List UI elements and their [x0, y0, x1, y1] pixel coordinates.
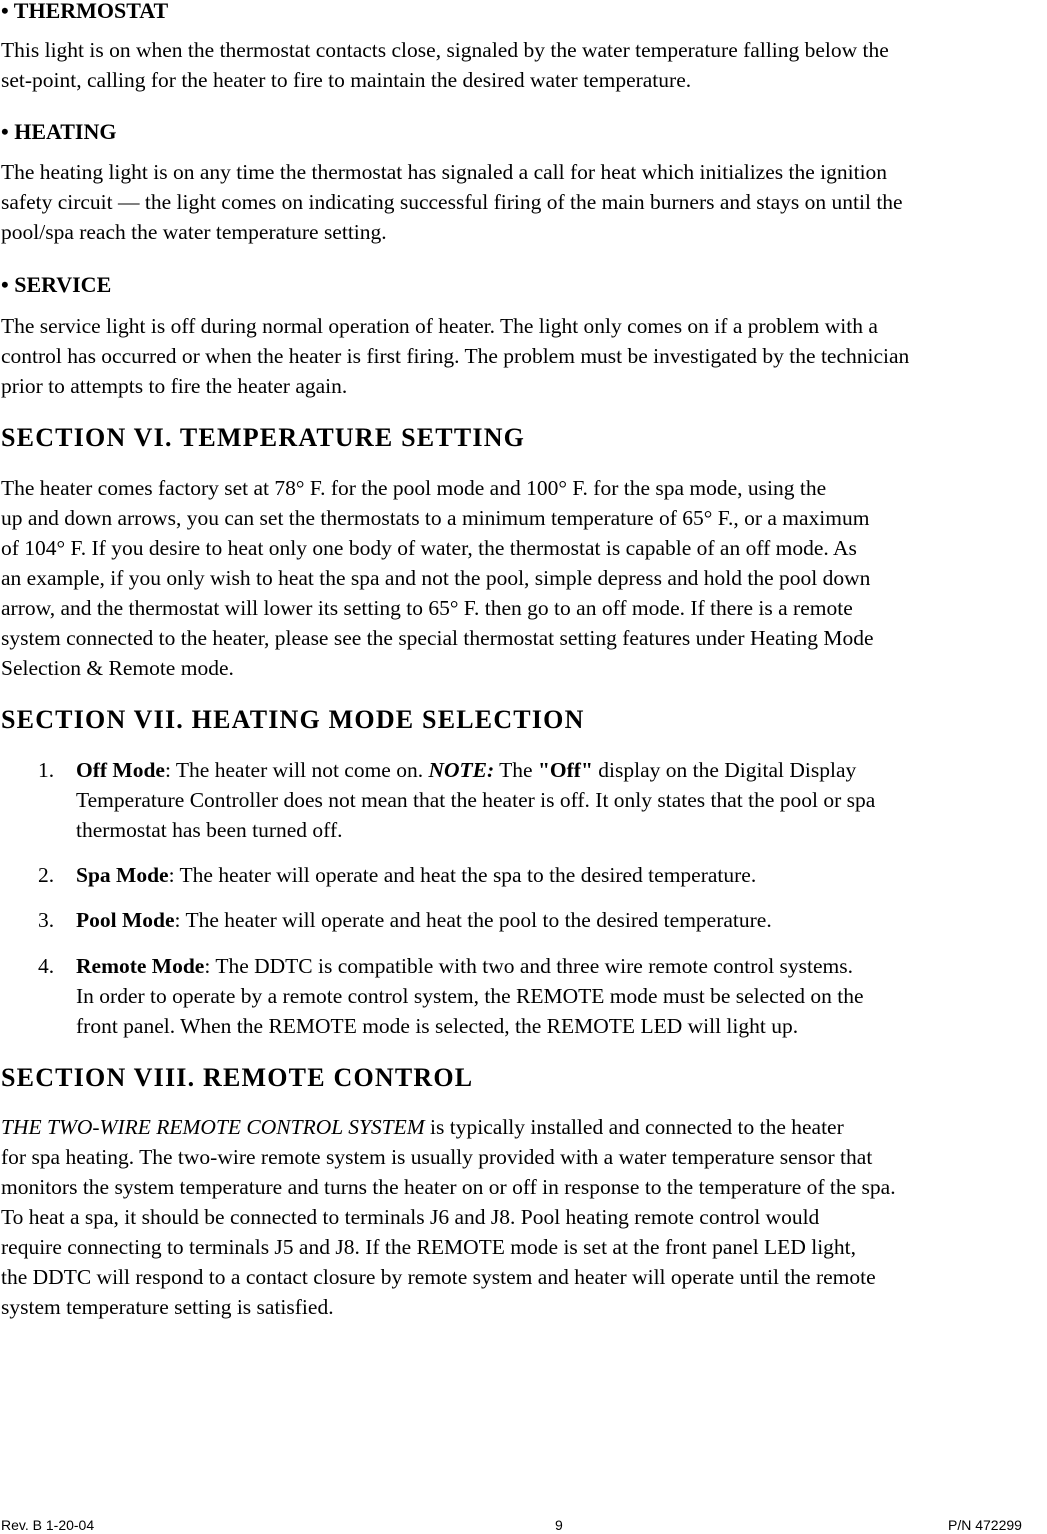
two-wire-system-label: THE TWO-WIRE REMOTE CONTROL SYSTEM: [1, 1115, 425, 1139]
note-text: display on the Digital Display: [592, 758, 857, 782]
heating-text-line: pool/spa reach the water temperature setting.: [1, 220, 387, 244]
list-item-term: Pool Mode: [76, 908, 175, 932]
list-item-continuation: front panel. When the REMOTE mode is selected, the REMOTE LED will light up.: [76, 1014, 799, 1038]
section-viii-lead-line: [1, 1114, 844, 1140]
footer-revision: Rev. B 1-20-04: [1, 1517, 95, 1533]
heating-heading: • HEATING: [1, 119, 117, 144]
note-text: The: [494, 758, 538, 782]
list-item-text: : The DDTC is compatible with two and three wire remote control systems.: [204, 954, 854, 978]
footer-page-number: 9: [555, 1517, 563, 1533]
list-item-text: : The heater will operate and heat the pool to the desired temperature.: [174, 908, 772, 932]
section-viii-text-line: the DDTC will respond to a contact closure by remote system and heater will operate until the remote: [1, 1265, 876, 1289]
list-item-term: Remote Mode: [76, 954, 205, 978]
thermostat-text-line: set-point, calling for the heater to fire to maintain the desired water temperature.: [1, 68, 692, 92]
section-viii-lead-text: is typically installed and connected to the heater: [424, 1115, 844, 1139]
section-viii-text-line: for spa heating. The two-wire remote system is usually provided with a water temperature sensor that: [1, 1145, 873, 1169]
heating-text-line: The heating light is on any time the thermostat has signaled a call for heat which initializes the ignition: [1, 160, 888, 184]
section-vi-title: SECTION VI. TEMPERATURE SETTING: [1, 423, 526, 452]
list-item-text: : The heater will not come on.: [164, 758, 429, 782]
note-label: NOTE:: [428, 758, 495, 782]
list-item-term: Spa Mode: [76, 863, 169, 887]
thermostat-text-line: This light is on when the thermostat contacts close, signaled by the water temperature falling below the: [1, 38, 889, 62]
section-vi-text-line: an example, if you only wish to heat the spa and not the pool, simple depress and hold the pool down: [1, 566, 871, 590]
section-vi-text-line: The heater comes factory set at 78° F. for the pool mode and 100° F. for the spa mode, using the: [1, 476, 827, 500]
list-item-continuation: thermostat has been turned off.: [76, 818, 343, 842]
section-vi-text-line: of 104° F. If you desire to heat only one body of water, the thermostat is capable of an off mode. As: [1, 536, 857, 560]
thermostat-heading: • THERMOSTAT: [1, 0, 169, 23]
list-item-number: 2.: [38, 863, 55, 887]
list-item-term: Off Mode: [76, 758, 165, 782]
list-item-number: 3.: [38, 908, 55, 932]
list-item-continuation: In order to operate by a remote control system, the REMOTE mode must be selected on the: [76, 984, 864, 1008]
list-item-off-mode: [76, 757, 856, 783]
section-vi-text-line: Selection & Remote mode.: [1, 656, 234, 680]
off-display-label: "Off": [537, 758, 593, 782]
service-text-line: The service light is off during normal operation of heater. The light only comes on if a problem with a: [1, 314, 878, 338]
list-item-remote-mode: [76, 953, 853, 979]
service-heading: • SERVICE: [1, 272, 112, 297]
section-viii-text-line: monitors the system temperature and turns the heater on or off in response to the temperature of the spa.: [1, 1175, 896, 1199]
section-viii-text-line: To heat a spa, it should be connected to terminals J6 and J8. Pool heating remote control would: [1, 1205, 820, 1229]
list-item-spa-mode: [76, 862, 756, 888]
footer-part-number: P/N 472299: [948, 1517, 1022, 1533]
section-vii-title: SECTION VII. HEATING MODE SELECTION: [1, 705, 585, 734]
section-vi-text-line: system connected to the heater, please see the special thermostat setting features under Heating Mode: [1, 626, 874, 650]
list-item-number: 1.: [38, 758, 55, 782]
service-text-line: control has occurred or when the heater is first firing. The problem must be investigated by the technician: [1, 344, 910, 368]
list-item-text: : The heater will operate and heat the spa to the desired temperature.: [168, 863, 757, 887]
list-item-pool-mode: [76, 907, 772, 933]
section-vi-text-line: arrow, and the thermostat will lower its setting to 65° F. then go to an off mode. If there is a remote: [1, 596, 853, 620]
section-viii-title: SECTION VIII. REMOTE CONTROL: [1, 1063, 474, 1092]
service-text-line: prior to attempts to fire the heater again.: [1, 374, 348, 398]
section-viii-text-line: system temperature setting is satisfied.: [1, 1295, 334, 1319]
section-viii-text-line: require connecting to terminals J5 and J8. If the REMOTE mode is set at the front panel LED light,: [1, 1235, 857, 1259]
list-item-continuation: Temperature Controller does not mean that the heater is off. It only states that the pool or spa: [76, 788, 876, 812]
heating-text-line: safety circuit — the light comes on indicating successful firing of the main burners and stays on until the: [1, 190, 903, 214]
section-vi-text-line: up and down arrows, you can set the thermostats to a minimum temperature of 65° F., or a maximum: [1, 506, 870, 530]
list-item-number: 4.: [38, 954, 55, 978]
